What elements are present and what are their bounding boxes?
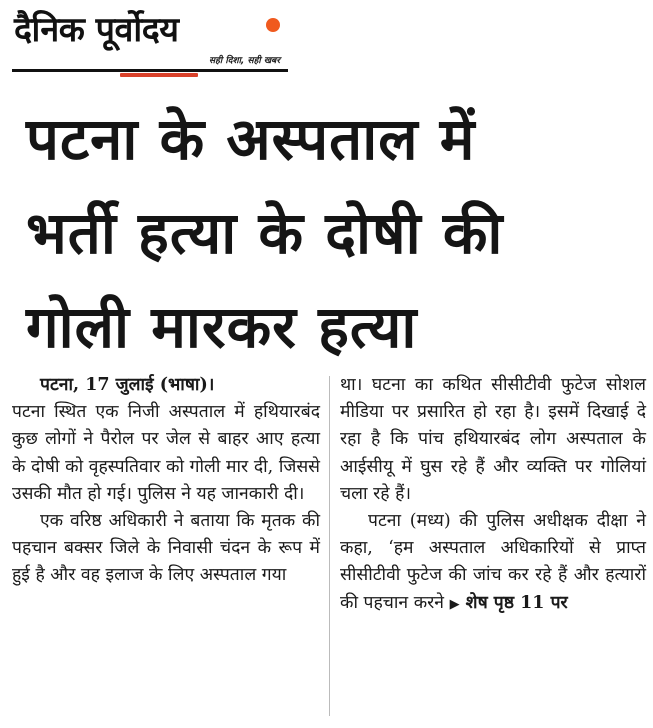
dateline: पटना, 17 जुलाई (भाषा)। bbox=[40, 375, 215, 395]
newspaper-title: दैनिक पूर्वोदय bbox=[14, 10, 179, 50]
headline-line-2: भर्ती हत्या के दोषी की bbox=[26, 199, 504, 267]
masthead bbox=[12, 6, 290, 76]
article-column-right bbox=[340, 372, 646, 618]
article-paragraph-2: एक वरिष्ठ अधिकारी ने बताया कि मृतक की पहचान बक्सर जिले के निवासी चंदन के रूप में हुई है और वह इलाज के लिए अस्पताल गया bbox=[12, 511, 320, 586]
masthead-accent-bar bbox=[120, 73, 198, 77]
logo-dot bbox=[266, 18, 280, 32]
article-paragraph-1: पटना स्थित एक निजी अस्पताल में हथियारबंद कुछ लोगों ने पैरोल पर जेल से बाहर आए हत्या के दोषी को वृहस्पतिवार को गोली मार दी, जिससे उसकी मौत हो गई। पुलिस ने यह जानकारी दी। bbox=[12, 402, 320, 504]
article-headline bbox=[26, 92, 636, 374]
continued-label: शेष पृष्ठ 11 पर bbox=[465, 592, 568, 613]
headline-line-3: गोली मारकर हत्या bbox=[26, 293, 418, 361]
article-paragraph-3: था। घटना का कथित सीसीटीवी फुटेज सोशल मीडिया पर प्रसारित हो रहा है। इसमें दिखाई दे रहा है कि पांच हथियारबंद लोग अस्पताल के आईसीयू में घुस रहे हैं और व्यक्ति पर गोलियां चला रहे हैं। bbox=[340, 375, 646, 504]
column-divider bbox=[329, 376, 330, 716]
continued-on-page[interactable] bbox=[450, 593, 568, 613]
dateline-paragraph bbox=[12, 372, 320, 399]
play-arrow-icon: ▶ bbox=[449, 596, 460, 612]
newspaper-tagline: सही दिशा, सही खबर bbox=[209, 56, 280, 66]
article-paragraph-4 bbox=[340, 508, 646, 618]
article-paragraph-4-text: पटना (मध्य) की पुलिस अधीक्षक दीक्षा ने कहा, ‘हम अस्पताल अधिकारियों से प्राप्त सीसीटीवी फुटेज की जांच कर रहे हैं और हत्यारों की पहचान करने bbox=[340, 511, 646, 613]
headline-line-1: पटना के अस्पताल में bbox=[26, 105, 476, 173]
masthead-rule bbox=[12, 69, 288, 72]
article-column-left bbox=[12, 372, 320, 590]
